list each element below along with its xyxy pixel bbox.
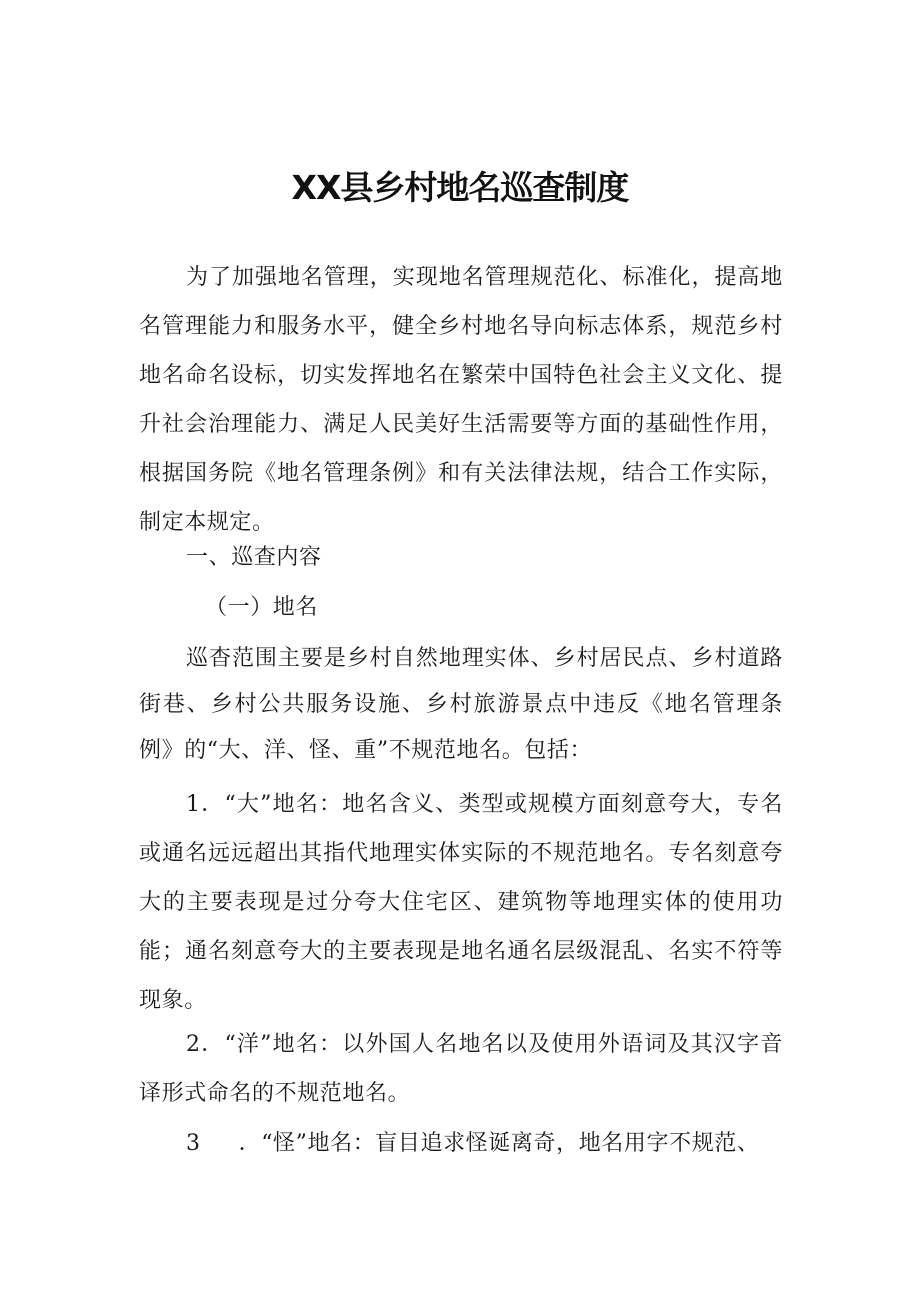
list-item-foreign-names: 2．“洋”地名：以外国人名地名以及使用外语词及其汉字音译形式命名的不规范地名。: [139, 1032, 783, 1106]
list-item-large-names: 1．“大”地名：地名含义、类型或规模方面刻意夸大，专名或通名远远超出其指代地理实体实际的不规范地名。专名刻意夸大的主要表现是过分夸大住宅区、建筑物等地理实体的使用功能；通名刻意夸大的主要表现是地名通名层级混乱、名实不符等现象。: [139, 792, 783, 1013]
document-title: XX县乡村地名巡查制度: [291, 168, 629, 207]
list-item-number: 3: [186, 1131, 201, 1156]
section-heading-inspection-content: 一、巡查内容: [186, 545, 322, 570]
subsection-heading-place-names: （一）地名: [205, 595, 319, 620]
scope-paragraph: 巡杳范围主要是乡村自然地理实体、乡村居民点、乡村道路街巷、乡村公共服务设施、乡村旅游景点中违反《地名管理条例》的“大、洋、怪、重”不规范地名。包括：: [139, 646, 783, 763]
list-item-strange-names: [139, 1124, 783, 1164]
intro-paragraph: 为了加强地名管理，实现地名管理规范化、标准化，提高地名管理能力和服务水平，健全乡村地名导向标志体系，规范乡村地名命名设标，切实发挥地名在繁荣中国特色社会主义文化、提升社会治理能力、满足人民美好生活需要等方面的基础性作用，根据国务院《地名管理条例》和有关法律法规，结合工作实际，制定本规定。: [139, 265, 783, 535]
list-item-text: ．“怪”地名：盲目追求怪诞离奇，地名用字不规范、: [238, 1131, 760, 1156]
